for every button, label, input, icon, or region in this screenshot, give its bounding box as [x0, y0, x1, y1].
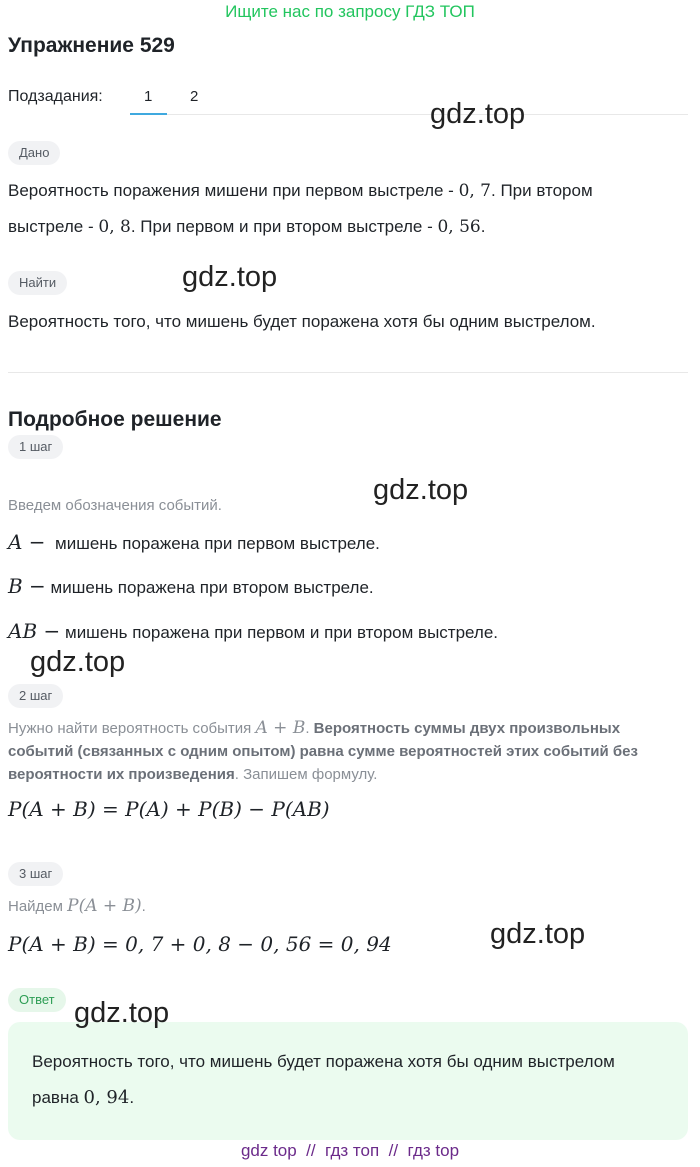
step-2-bold: событий (связанных с одним опытом) равна сумме вероятностей этих событий без: [8, 743, 638, 760]
answer-line-1: Вероятность того, что мишень будет поражена хотя бы одним выстрелом: [32, 1052, 615, 1071]
step-2-math: A + B: [255, 718, 306, 738]
step-3-text-part: Найдем: [8, 898, 68, 915]
subtasks-label: Подзадания:: [8, 88, 103, 105]
step-2-formula: P(A + B) = P(A) + P(B) − P(AB): [8, 797, 330, 821]
given-value: 0, 8: [98, 217, 131, 237]
event-row: [8, 619, 498, 643]
tab-subtask-1[interactable]: 1: [144, 88, 153, 105]
step-2-text-part: . Запишем формулу.: [234, 766, 378, 783]
answer-text-part: равна: [32, 1088, 84, 1107]
answer-value: 0, 94: [83, 1087, 130, 1108]
step-3-text: [8, 896, 146, 916]
given-line-2: [8, 209, 688, 245]
search-banner: Ищите нас по запросу ГДЗ ТОП: [225, 2, 475, 21]
step-1-pill: 1 шаг: [8, 435, 63, 459]
step-3-math: P(A + B): [67, 896, 142, 916]
step-2-bold: вероятности их произведения: [8, 766, 235, 783]
watermark: gdz.top: [30, 646, 126, 678]
step-3-formula: P(A + B) = 0, 7 + 0, 8 − 0, 56 = 0, 94: [8, 932, 392, 956]
watermark: gdz.top: [74, 997, 170, 1029]
event-symbol: AB −: [8, 619, 61, 643]
given-pill: Дано: [8, 141, 60, 165]
tab-subtask-2[interactable]: 2: [190, 88, 199, 105]
footer-links: gdz top // гдз топ // гдз top: [240, 1141, 460, 1160]
section-divider: [8, 372, 688, 373]
tabs-divider: [130, 114, 688, 115]
event-symbol: A −: [8, 530, 46, 554]
watermark: gdz.top: [490, 918, 586, 950]
event-description: мишень поражена при втором выстреле.: [50, 578, 374, 597]
step-2-text-part: Нужно найти вероятность события: [8, 720, 256, 737]
event-description: мишень поражена при первом выстреле.: [55, 534, 380, 553]
given-text: . При первом и при втором выстреле -: [130, 217, 438, 236]
given-value: 0, 7: [458, 181, 492, 201]
active-tab-indicator: [130, 113, 167, 115]
given-line-1: [8, 173, 688, 209]
given-text: выстреле -: [8, 217, 99, 236]
watermark: gdz.top: [430, 98, 526, 130]
given-text: .: [480, 217, 486, 236]
watermark: gdz.top: [182, 261, 278, 293]
find-text: Вероятность того, что мишень будет поражена хотя бы одним выстрелом.: [8, 312, 596, 331]
step-2-text: [8, 717, 688, 786]
event-row: [8, 530, 380, 554]
step-2-text-part: .: [305, 720, 314, 737]
event-description: мишень поражена при первом и при втором выстреле.: [65, 623, 499, 642]
step-2-bold: Вероятность суммы двух произвольных: [313, 720, 621, 737]
step-1-intro: Введем обозначения событий.: [8, 497, 222, 514]
given-text: . При втором: [491, 181, 593, 200]
event-symbol: B −: [8, 574, 46, 598]
step-2-pill: 2 шаг: [8, 684, 63, 708]
answer-text: [32, 1044, 672, 1116]
event-row: [8, 574, 374, 598]
solution-heading: Подробное решение: [8, 408, 222, 431]
given-value: 0, 56: [437, 217, 481, 237]
step-3-text-part: .: [141, 898, 146, 915]
page-title: Упражнение 529: [8, 34, 175, 57]
answer-text-part: .: [129, 1088, 135, 1107]
find-pill: Найти: [8, 271, 67, 295]
answer-pill: Ответ: [8, 988, 66, 1012]
given-text: Вероятность поражения мишени при первом выстреле -: [8, 181, 459, 200]
step-3-pill: 3 шаг: [8, 862, 63, 886]
watermark: gdz.top: [373, 474, 469, 506]
